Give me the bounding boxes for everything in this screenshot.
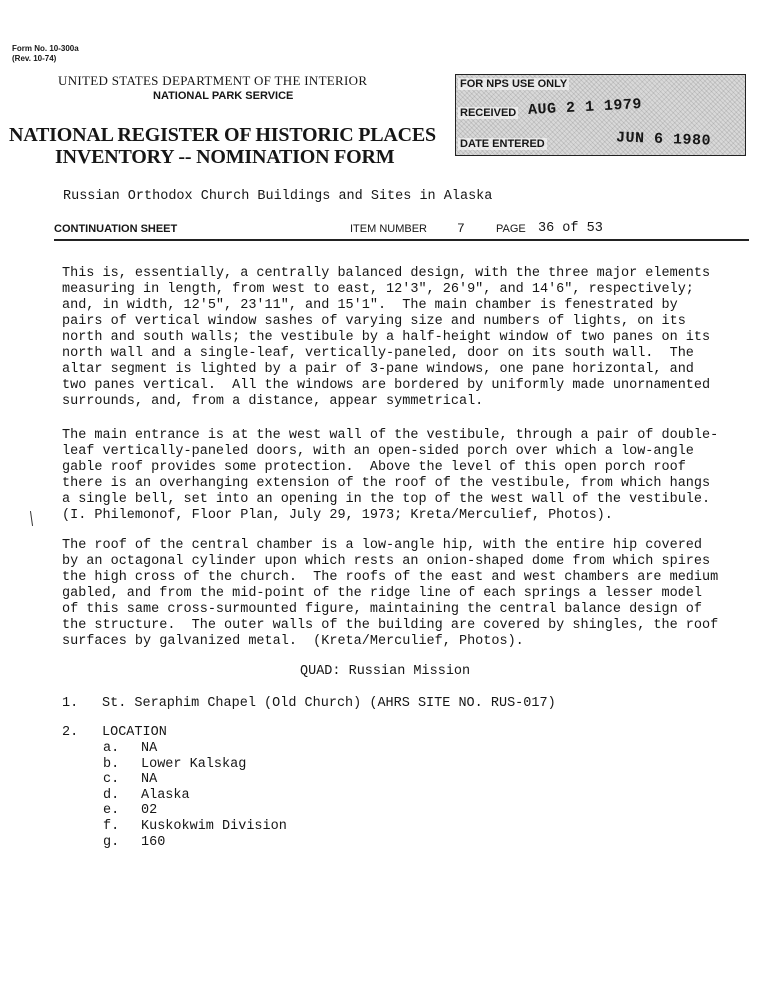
location-value: 160: [141, 834, 166, 850]
form-title-line2: INVENTORY -- NOMINATION FORM: [55, 146, 395, 168]
location-value: Alaska: [141, 787, 190, 803]
entry-number: 2.: [62, 725, 79, 740]
entry-text: St. Seraphim Chapel (Old Church) (AHRS SITE NO. RUS-017): [102, 696, 556, 711]
quad-label: QUAD: Russian Mission: [300, 664, 471, 679]
form-title-line1: NATIONAL REGISTER OF HISTORIC PLACES: [9, 124, 436, 146]
location-key: e.: [103, 803, 120, 819]
location-key: a.: [103, 741, 120, 756]
form-revision-line: (Rev. 10-74): [12, 54, 57, 63]
page-label: PAGE: [496, 223, 526, 235]
page-value: 36 of 53: [538, 221, 603, 236]
paragraph-main-entrance: The main entrance is at the west wall of the vestibule, through a pair of double- leaf vertically-paneled doors, with an open-sided porch over which a low-angle gable roof provides some protection. Above the level of this open porch roof there is an overhanging extension of the roof of the vestibule, from which hangs a single bell, set into an opening in the top of the west wall of the vestibule. (I. Philemonof, Floor Plan, July 29, 1973; Kreta/Merculief, Photos).: [62, 428, 719, 523]
location-key: c.: [103, 772, 120, 788]
nps-use-only-label: FOR NPS USE ONLY: [460, 78, 568, 90]
location-key: b.: [103, 756, 120, 772]
date-entered-stamp: JUN 6 1980: [615, 129, 712, 150]
location-value: Lower Kalskag: [141, 756, 247, 772]
continuation-sheet-label: CONTINUATION SHEET: [54, 223, 178, 235]
received-date-stamp: AUG 2 1 1979: [527, 96, 643, 119]
department-name: UNITED STATES DEPARTMENT OF THE INTERIOR: [58, 73, 368, 88]
margin-mark: [30, 511, 33, 526]
service-name: NATIONAL PARK SERVICE: [153, 90, 294, 102]
location-value: NA: [141, 741, 158, 756]
received-label: RECEIVED: [460, 107, 517, 119]
nomination-subject: Russian Orthodox Church Buildings and Sites in Alaska: [63, 189, 493, 204]
nps-use-only-box: [455, 74, 746, 156]
location-key: f.: [103, 818, 120, 834]
form-number: [12, 44, 79, 64]
continuation-header: [54, 221, 748, 239]
paragraph-floor-plan: This is, essentially, a centrally balanced design, with the three major elements measuring in length, from west to east, 12'3", 26'9", and 14'6", respectively; and, in width, 12'5", 23'11", and 15'1". The main chamber is fenestrated by pairs of vertical window sashes of varying size and numbers of lights, on its north and south walls; the vestibule by a half-height window of two panes on its north wall and a single-leaf, vertically-paneled, door on its south wall. The altar segment is lighted by a pair of 3-pane windows, one pane horizontal, and two panes vertical. All the windows are bordered by uniformly made unornamented surrounds, and, from a distance, appear symmetrical.: [62, 266, 711, 409]
item-number-value: 7: [457, 221, 465, 236]
form-number-line: Form No. 10-300a: [12, 44, 79, 53]
paragraph-roof: The roof of the central chamber is a low-angle hip, with the entire hip covered by an octagonal cylinder upon which rests an onion-shaped dome from which spires the high cross of the church. The roofs of the east and west chambers are medium gabled, and from the mid-point of the ridge line of each springs a lesser model of this same cross-surmounted figure, maintaining the central balance design of the structure. The outer walls of the building are covered by shingles, the roof surfaces by galvanized metal. (Kreta/Merculief, Photos).: [62, 538, 719, 649]
date-entered-label: DATE ENTERED: [460, 138, 545, 150]
location-key: g.: [103, 834, 120, 850]
header-rule: [54, 239, 749, 241]
entry-text: LOCATION: [102, 725, 167, 740]
location-key: d.: [103, 787, 120, 803]
entry-number: 1.: [62, 696, 79, 711]
location-value: NA: [141, 772, 158, 788]
location-value: Kuskokwim Division: [141, 818, 287, 834]
location-value: 02: [141, 803, 158, 819]
item-number-label: ITEM NUMBER: [350, 223, 427, 235]
